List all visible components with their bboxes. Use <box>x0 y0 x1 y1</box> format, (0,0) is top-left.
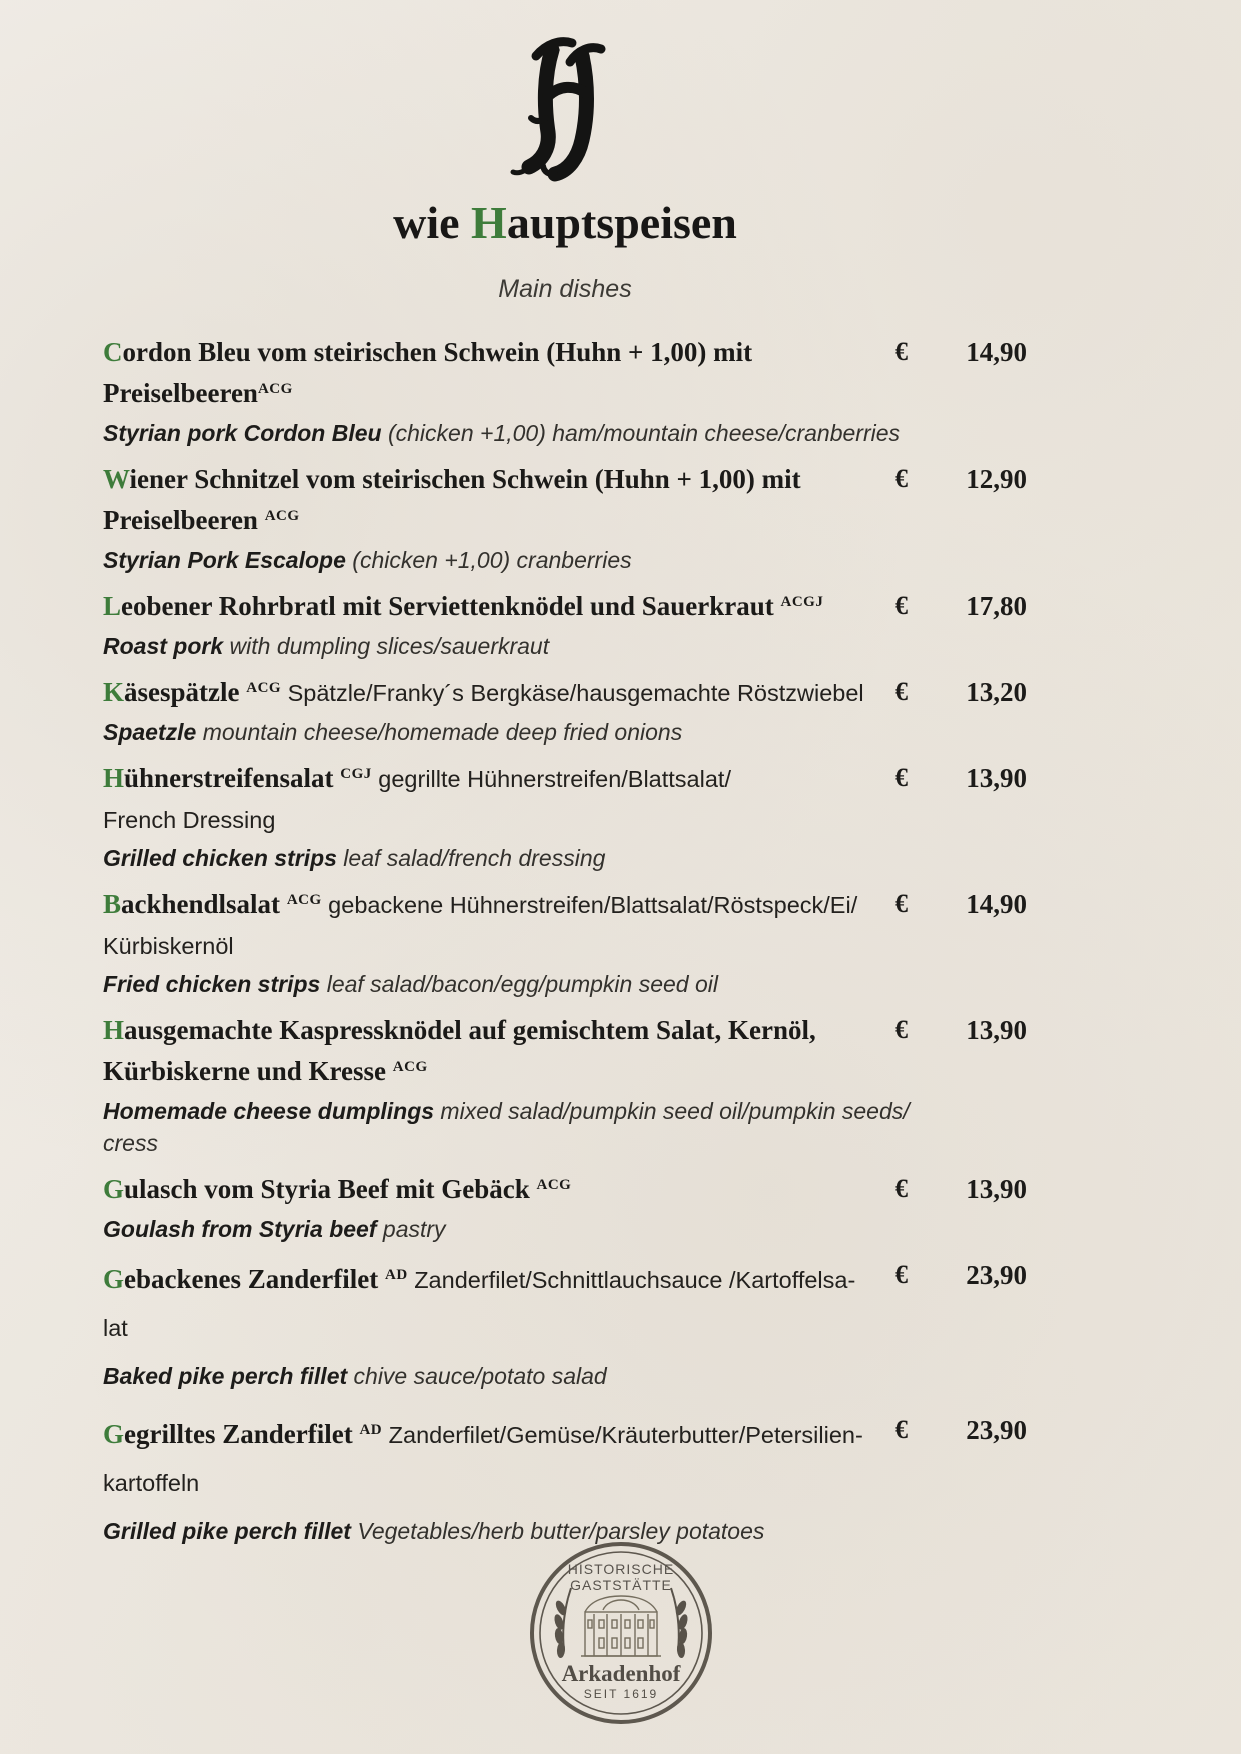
item-description-en <box>103 1517 895 1549</box>
description-line <box>103 844 895 876</box>
item-description-en-rest: Vegetables/herb butter/parsley potatoes <box>350 1518 765 1544</box>
item-initial: K <box>103 677 125 707</box>
item-title <box>103 1257 895 1354</box>
item-description-en <box>103 632 895 664</box>
wheat-right <box>671 1588 689 1658</box>
item-price <box>895 1257 1027 1394</box>
title-line <box>103 1053 895 1095</box>
menu-item <box>103 588 1027 664</box>
price-amount: 17,80 <box>966 591 1027 621</box>
menu-item <box>103 1412 1027 1549</box>
description-line <box>103 1129 895 1161</box>
menu-item <box>103 1171 1027 1247</box>
description-line <box>103 632 895 664</box>
item-initial: H <box>103 1015 125 1045</box>
item-description-en-lead: Fried chicken strips <box>103 971 321 997</box>
item-name-bold: ausgemachte Kaspressknödel auf gemischtem Salat, Kernöl, <box>124 1015 816 1045</box>
wheat-left <box>553 1588 571 1658</box>
description-line <box>103 1215 895 1247</box>
item-title <box>103 674 895 716</box>
currency-euro: € <box>895 337 908 366</box>
item-description-en <box>103 419 901 451</box>
item-initial: L <box>103 591 122 621</box>
item-price <box>895 674 1027 750</box>
description-line <box>103 1362 895 1394</box>
item-title <box>103 1171 895 1213</box>
item-description-en-rest: (chicken +1,00) ham/mountain cheese/cranberries <box>381 420 901 446</box>
blackletter-h-logo <box>502 34 628 191</box>
allergen-code: ACG <box>286 892 322 908</box>
item-description-en <box>103 844 895 876</box>
item-description-en-lead: Grilled pike perch fillet <box>103 1518 351 1544</box>
title-line <box>103 674 895 716</box>
item-description-en-lead: Grilled chicken strips <box>103 845 337 871</box>
item-price <box>895 588 1027 664</box>
price-amount: 13,20 <box>966 677 1027 707</box>
item-description-de: Zanderfilet/Gemüse/Kräuterbutter/Petersilien- <box>382 1422 863 1448</box>
menu-item <box>103 1257 1027 1394</box>
menu-item <box>103 334 1027 451</box>
item-description-en-lead: Spaetzle <box>103 719 197 745</box>
item-description-en <box>103 970 895 1002</box>
item-description-en <box>103 1215 895 1247</box>
item-title <box>103 886 895 968</box>
currency-euro: € <box>895 1174 908 1203</box>
item-name-bold: ühnerstreifensalat <box>124 763 341 793</box>
item-description-en <box>103 1362 895 1394</box>
item-price <box>895 1171 1027 1247</box>
currency-euro: € <box>895 464 908 493</box>
currency-euro: € <box>895 591 908 620</box>
item-name-bold: ackhendlsalat <box>121 889 287 919</box>
description-line <box>103 546 895 578</box>
item-name-bold: Kürbiskerne und Kresse <box>103 1056 393 1086</box>
title-line <box>103 928 895 968</box>
title-line <box>103 760 895 802</box>
allergen-code: AD <box>359 1422 383 1438</box>
title-line <box>103 502 895 544</box>
item-description-de: Zanderfilet/Schnittlauchsauce /Kartoffelsa- <box>407 1267 856 1293</box>
title-line <box>103 588 895 630</box>
currency-euro: € <box>895 1415 908 1444</box>
item-description-de: gegrillte Hühnerstreifen/Blattsalat/ <box>371 766 731 792</box>
item-description-de: kartoffeln <box>103 1470 200 1496</box>
item-description-en <box>103 1097 910 1161</box>
item-description-en-rest: chive sauce/potato salad <box>347 1363 607 1389</box>
allergen-code: CGJ <box>340 766 372 782</box>
item-description-en-lead: Styrian pork Cordon Bleu <box>103 420 382 446</box>
allergen-code: ACG <box>536 1177 572 1193</box>
item-initial: G <box>103 1174 125 1204</box>
price-amount: 12,90 <box>966 464 1027 494</box>
item-initial: G <box>103 1419 125 1449</box>
stamp-since: SEIT 1619 <box>583 1687 659 1701</box>
item-description-en-rest: leaf salad/bacon/egg/pumpkin seed oil <box>320 971 718 997</box>
item-price <box>895 760 1027 876</box>
title-line <box>103 1306 895 1354</box>
item-name-bold: eobener Rohrbratl mit Serviettenknödel und Sauerkraut <box>121 591 781 621</box>
price-amount: 14,90 <box>966 337 1027 367</box>
title-line <box>103 1412 895 1461</box>
item-initial: G <box>103 1264 125 1294</box>
item-name-bold: äsespätzle <box>124 677 247 707</box>
price-amount: 13,90 <box>966 1015 1027 1045</box>
item-initial: C <box>103 337 123 367</box>
page-title <box>103 197 1027 249</box>
price-amount: 14,90 <box>966 889 1027 919</box>
title-initial: H <box>471 197 507 248</box>
stamp-name: Arkadenhof <box>561 1661 681 1686</box>
title-rest: auptspeisen <box>506 197 737 248</box>
item-title <box>103 588 895 630</box>
price-amount: 13,90 <box>966 763 1027 793</box>
item-price <box>895 1412 1027 1549</box>
item-description-en-rest: mixed salad/pumpkin seed oil/pumpkin seeds/ <box>434 1098 910 1124</box>
item-price <box>895 1012 1027 1161</box>
item-name-bold: egrilltes Zanderfilet <box>124 1419 360 1449</box>
description-line <box>103 718 895 750</box>
item-initial: B <box>103 889 122 919</box>
item-description-de: lat <box>103 1315 128 1341</box>
item-name-bold: Preiselbeeren <box>103 378 258 408</box>
title-line <box>103 802 895 842</box>
item-name-bold: ulasch vom Styria Beef mit Gebäck <box>124 1174 537 1204</box>
item-title <box>103 1412 895 1509</box>
currency-euro: € <box>895 1260 908 1289</box>
page-header <box>103 0 1027 304</box>
description-line <box>103 1517 895 1549</box>
description-line <box>103 419 901 451</box>
item-name-bold: ebackenes Zanderfilet <box>124 1264 385 1294</box>
description-line <box>103 970 895 1002</box>
allergen-code: ACG <box>392 1059 428 1075</box>
title-prefix: wie <box>393 197 472 248</box>
item-description-en <box>103 546 895 578</box>
allergen-code: ACG <box>257 381 293 397</box>
allergen-code: ACG <box>246 680 282 696</box>
item-price <box>895 886 1027 1002</box>
menu-item <box>103 1012 1027 1161</box>
item-description-en-rest: with dumpling slices/sauerkraut <box>223 633 550 659</box>
item-description-en-lead: Baked pike perch fillet <box>103 1363 348 1389</box>
title-line <box>103 1257 895 1306</box>
allergen-code: ACG <box>264 508 300 524</box>
allergen-code: ACGJ <box>780 594 824 610</box>
title-line <box>103 1171 895 1213</box>
item-name-bold: iener Schnitzel vom steirischen Schwein (Huhn + 1,00) mit <box>129 464 801 494</box>
item-description-en-rest: (chicken +1,00) cranberries <box>345 547 632 573</box>
menu-item <box>103 886 1027 1002</box>
subtitle-main-dishes: Main dishes <box>498 275 632 303</box>
restaurant-stamp-logo <box>528 1540 714 1726</box>
item-description-de: Spätzle/Franky´s Bergkäse/hausgemachte Röstzwiebel <box>281 680 864 706</box>
item-description-de: gebackene Hühnerstreifen/Blattsalat/Röstspeck/Ei/ <box>321 892 858 918</box>
item-title <box>103 461 895 544</box>
menu-item <box>103 461 1027 578</box>
currency-euro: € <box>895 763 908 792</box>
item-description-en <box>103 718 895 750</box>
item-title <box>103 760 895 842</box>
item-title <box>103 334 895 417</box>
menu-item <box>103 760 1027 876</box>
item-title <box>103 1012 895 1095</box>
item-description-en-rest: mountain cheese/homemade deep fried onions <box>196 719 683 745</box>
price-amount: 23,90 <box>966 1260 1027 1290</box>
item-initial: W <box>103 464 130 494</box>
item-price <box>895 461 1027 578</box>
item-price <box>895 334 1027 451</box>
price-amount: 13,90 <box>966 1174 1027 1204</box>
currency-euro: € <box>895 889 908 918</box>
item-description-en-lead: Homemade cheese dumplings <box>103 1098 435 1124</box>
allergen-code: AD <box>385 1267 408 1283</box>
item-description-en-lead: Styrian Pork Escalope <box>103 547 346 573</box>
title-line <box>103 334 895 375</box>
stamp-line1: HISTORISCHE <box>567 1561 675 1577</box>
title-line <box>103 886 895 928</box>
currency-euro: € <box>895 677 908 706</box>
price-amount: 23,90 <box>966 1415 1027 1445</box>
item-description-en-rest: cress <box>103 1130 158 1156</box>
title-line <box>103 1461 895 1509</box>
item-description-de: French Dressing <box>103 807 276 833</box>
currency-euro: € <box>895 1015 908 1044</box>
title-line <box>103 375 895 417</box>
menu-item <box>103 674 1027 750</box>
item-description-de: Kürbiskernöl <box>103 933 234 959</box>
stamp-line2: GASTSTÄTTE <box>570 1577 672 1593</box>
menu-items <box>103 334 1027 1549</box>
item-description-en-lead: Roast pork <box>103 633 224 659</box>
item-description-en-rest: leaf salad/french dressing <box>336 845 606 871</box>
item-name-bold: ordon Bleu vom steirischen Schwein (Huhn + 1,00) mit <box>122 337 753 367</box>
title-line <box>103 1012 895 1053</box>
item-initial: H <box>103 763 125 793</box>
description-line <box>103 1097 910 1129</box>
title-line <box>103 461 895 502</box>
item-description-en-rest: pastry <box>376 1216 446 1242</box>
item-name-bold: Preiselbeeren <box>103 505 265 535</box>
item-description-en-lead: Goulash from Styria beef <box>103 1216 377 1242</box>
